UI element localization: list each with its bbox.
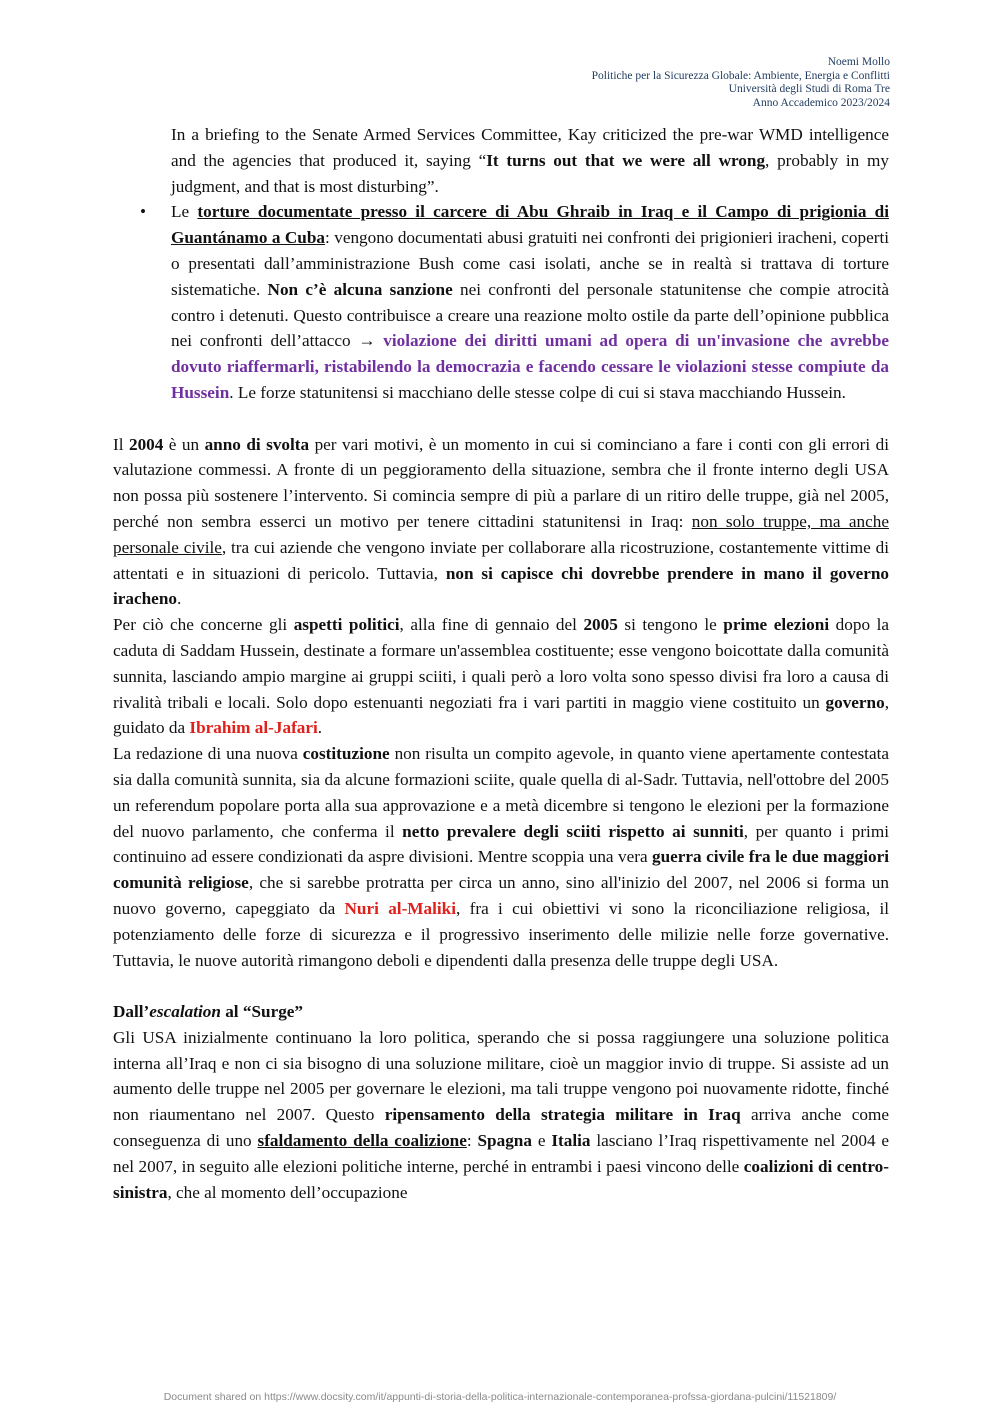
header-course: Politiche per la Sicurezza Globale: Ambiente, Energia e Conflitti	[591, 69, 890, 82]
kay-quote-paragraph: In a briefing to the Senate Armed Services Committee, Kay criticized the pre-war WMD intelligence and the agencies that produced it, saying “It turns out that we were all wrong, probably in my judgment, and that is most disturbing”.	[171, 125, 889, 196]
quote-bold: It turns out that we were all wrong	[486, 150, 766, 170]
header-academic-year: Anno Accademico 2023/2024	[752, 96, 890, 109]
header-university: Università degli Studi di Roma Tre	[728, 83, 890, 95]
torture-paragraph: Le torture documentate presso il carcere di Abu Ghraib in Iraq e il Campo di prigionia di Guantánamo a Cuba: vengono documentati abusi gratuiti nei confronti dei prigionieri iracheni, coperti o presentati dall’amministrazione Bush come casi isolati, anche se in realtà si trattava di torture sistematiche. Non c’è alcuna sanzione nei confronti del personale statunitense che compie atrocità contro i detenuti. Questo contribuisce a creare una reazione molto ostile da parte dell’opinione pubblica nei confronti dell’attacco → violazione dei diritti umani ad opera di un'invasione che avrebbe dovuto riaffermarli, ristabilendo la democrazia e facendo cessare le violazioni stesse compiute da Hussein. Le forze statunitensi si macchiano delle stesse colpe di cui si stava macchiando Hussein.	[171, 202, 890, 402]
name-highlight: Ibrahim al-Jafari	[189, 718, 318, 738]
footer-source-link[interactable]: Document shared on https://www.docsity.com/it/appunti-di-storia-della-politica-internazionale-contemporanea-profssa-giordana-pulcini/11521809/	[163, 1391, 837, 1403]
human-rights-highlight: violazione dei diritti umani ad opera di un'invasione che avrebbe dovuto riaffermarli, ristabilendo la democrazia e facendo cessare le violazioni stesse compiute da Hussein	[171, 331, 890, 402]
paragraph-surge: Gli USA inizialmente continuano la loro politica, sperando che si possa raggiungere una soluzione politica interna all’Iraq e non ci sia bisogno di una soluzione militare, cioè un maggior invio di truppe. Si assiste ad un aumento delle truppe nel 2005 per governare le elezioni, ma tali truppe vengono poi nuovamente ridotte, finché non riaumentano nel 2007. Questo ripensamento della strategia militare in Iraq arriva anche come conseguenza di uno sfaldamento della coalizione: Spagna e Italia lasciano l’Iraq rispettivamente nel 2004 e nel 2007, in seguito alle elezioni politiche interne, perché in entrambi i paesi vincono delle coalizioni di centro-sinistra, che al momento dell’occupazione	[113, 1027, 890, 1202]
section-heading: Dall’escalation al “Surge”	[113, 1002, 304, 1022]
page-header	[592, 56, 890, 110]
paragraph-2004: Il 2004 è un anno di svolta per vari motivi, è un momento in cui si cominciano a fare i conti con gli errori di valutazione commessi. A fronte di un peggioramento della situazione, sembra che il fronte interno degli USA non possa più sostenere l’intervento. Si comincia sempre di più a parlare di un ritiro delle truppe, già nel 2005, perché non sembra esserci un motivo per tenere cittadini statunitensi in Iraq: non solo truppe, ma anche personale civile, tra cui aziende che vengono inviate per collaborare alla ricostruzione, costantemente vittime di attentati e in situazioni di pericolo. Tuttavia, non si capisce chi dovrebbe prendere in mano il governo iracheno.	[113, 434, 890, 609]
torture-title: torture documentate presso il carcere di Abu Ghraib in Iraq e il Campo di prigionia di Guantánamo a Cuba	[171, 202, 889, 248]
name-highlight: Nuri al-Maliki	[344, 898, 457, 918]
list-item	[113, 199, 889, 405]
paragraph-elections-2005: Per ciò che concerne gli aspetti politici, alla fine di gennaio del 2005 si tengono le prime elezioni dopo la caduta di Saddam Hussein, destinate a formare un'assemblea costituente; esse vengono boicottate dalla comunità sunnita, lasciando ampio margine ai gruppi sciiti, i quali però a loro volta sono spesso divisi fra loro a causa di rivalità tribali e locali. Solo dopo estenuanti negoziati fra i vari partiti in maggio viene costituito un governo, guidato da Ibrahim al-Jafari.	[113, 615, 889, 738]
paragraph-constitution: La redazione di una nuova costituzione non risulta un compito agevole, in quanto viene apertamente contestata sia dalla comunità sunnita, sia da alcune formazioni sciite, quale quella di al-Sadr. Tuttavia, nell'ottobre del 2005 un referendum popolare porta alla sua approvazione e a metà dicembre si tengono le elezioni per la formazione del nuovo parlamento, che conferma il netto prevalere degli sciiti rispetto ai sunniti, per quanto i primi continuino ad essere condizionati da aspre divisioni. Mentre scoppia una vera guerra civile fra le due maggiori comunità religiose, che si sarebbe protratta per circa un anno, sino all'inizio del 2007, nel 2006 si forma un nuovo governo, capeggiato da Nuri al-Maliki, fra i cui obiettivi vi sono la riconciliazione religiosa, il potenziamento delle forze di sicurezza e il progressivo inserimento delle milizie nelle forze governative. Tuttavia, le nuove autorità rimangono deboli e dipendenti dalla presenza delle truppe degli USA.	[113, 744, 890, 970]
bullet-icon: •	[140, 202, 147, 222]
header-author: Noemi Mollo	[827, 56, 890, 68]
document-body	[113, 122, 889, 1205]
